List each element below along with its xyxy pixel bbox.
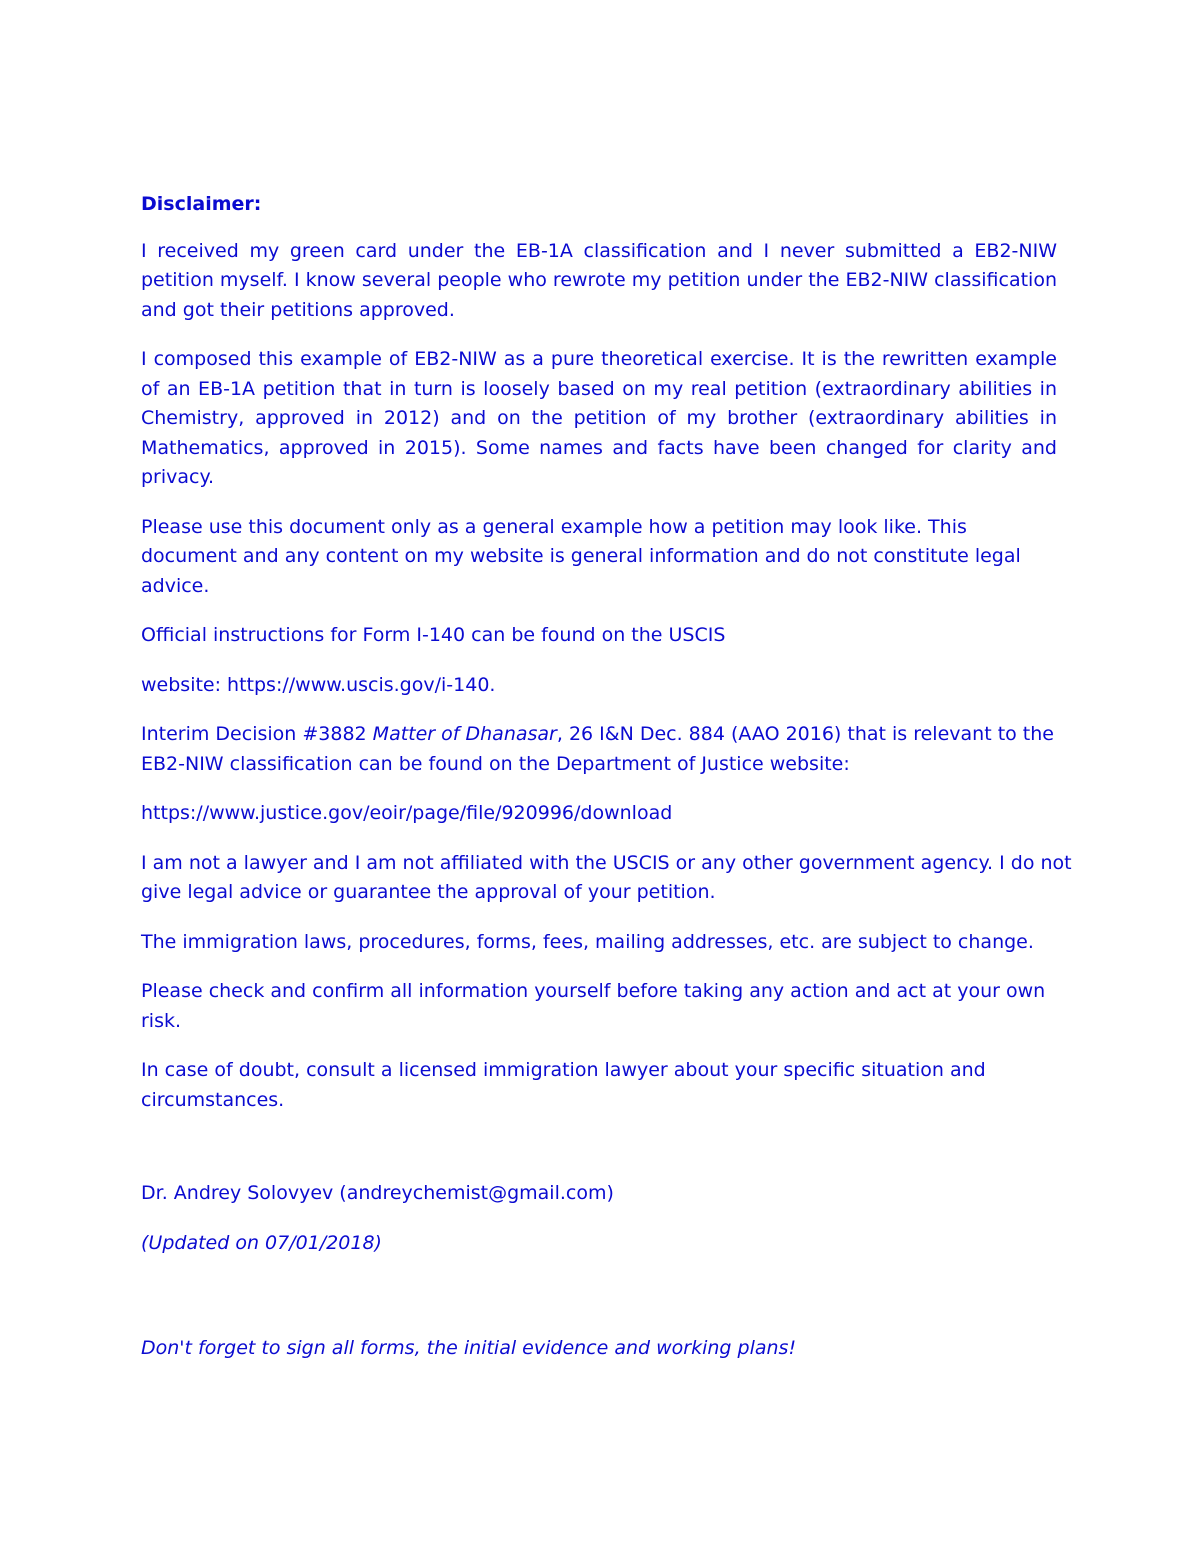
reminder-line	[141, 1334, 1057, 1364]
case-name: Matter of Dhanasar	[372, 723, 557, 745]
signature-line: Dr. Andrey Solovyev (andreychemist@gmail.com)	[141, 1182, 614, 1204]
disclaimer-heading: Disclaimer:	[141, 193, 262, 215]
disclaimer-body	[141, 190, 1072, 1384]
paragraph-check-confirm: Please check and confirm all information yourself before taking any action and act at your own risk.	[141, 980, 1046, 1032]
doj-link[interactable]: https://www.justice.gov/eoir/page/file/920996/download	[141, 802, 673, 824]
paragraph-consult-lawyer: In case of doubt, consult a licensed immigration lawyer about your specific situation and circumstances.	[141, 1059, 986, 1111]
interim-decision-suffix: , 26 I&N Dec. 884 (AAO 2016) that is relevant to the EB2-NIW classification can be found on the Department of Justice website:	[141, 723, 1054, 775]
paragraph-uscis-website: website: https://www.uscis.gov/i-140.	[141, 673, 496, 696]
paragraph-general-example: Please use this document only as a general example how a petition may look like. This document and any content on my website is general information and do not constitute legal advice.	[141, 515, 1021, 597]
paragraph-subject-to-change: The immigration laws, procedures, forms, fees, mailing addresses, etc. are subject to change.	[141, 930, 1034, 953]
paragraph-not-a-lawyer: I am not a lawyer and I am not affiliated with the USCIS or any other government agency. I do not give legal advice or guarantee the approval of your petition.	[141, 851, 1072, 903]
interim-decision-prefix: Interim Decision #3882	[141, 723, 373, 745]
reminder-text: Don't forget to sign all forms, the initial evidence and working plans!	[141, 1337, 797, 1359]
paragraph-interim-decision	[141, 720, 1057, 779]
paragraph-theoretical-exercise: I composed this example of EB2-NIW as a pure theoretical exercise. It is the rewritten example of an EB-1A petition that in turn is loosely based on my real petition (extraordinary abilities in Chemistry, approved in 2012) and on the petition of my brother (extraordinary abilities in Mathematics, approved in 2015). Some names and facts have been changed for clarity and privacy.	[141, 348, 1057, 488]
updated-date	[141, 1229, 1057, 1259]
paragraph-green-card: I received my green card under the EB-1A classification and I never submitted a EB2-NIW petition myself. I know several people who rewrote my petition under the EB2-NIW classification and got their petitions approved.	[141, 239, 1057, 321]
paragraph-official-instructions: Official instructions for Form I-140 can be found on the USCIS	[141, 624, 726, 646]
updated-date-text: (Updated on 07/01/2018)	[141, 1231, 382, 1254]
